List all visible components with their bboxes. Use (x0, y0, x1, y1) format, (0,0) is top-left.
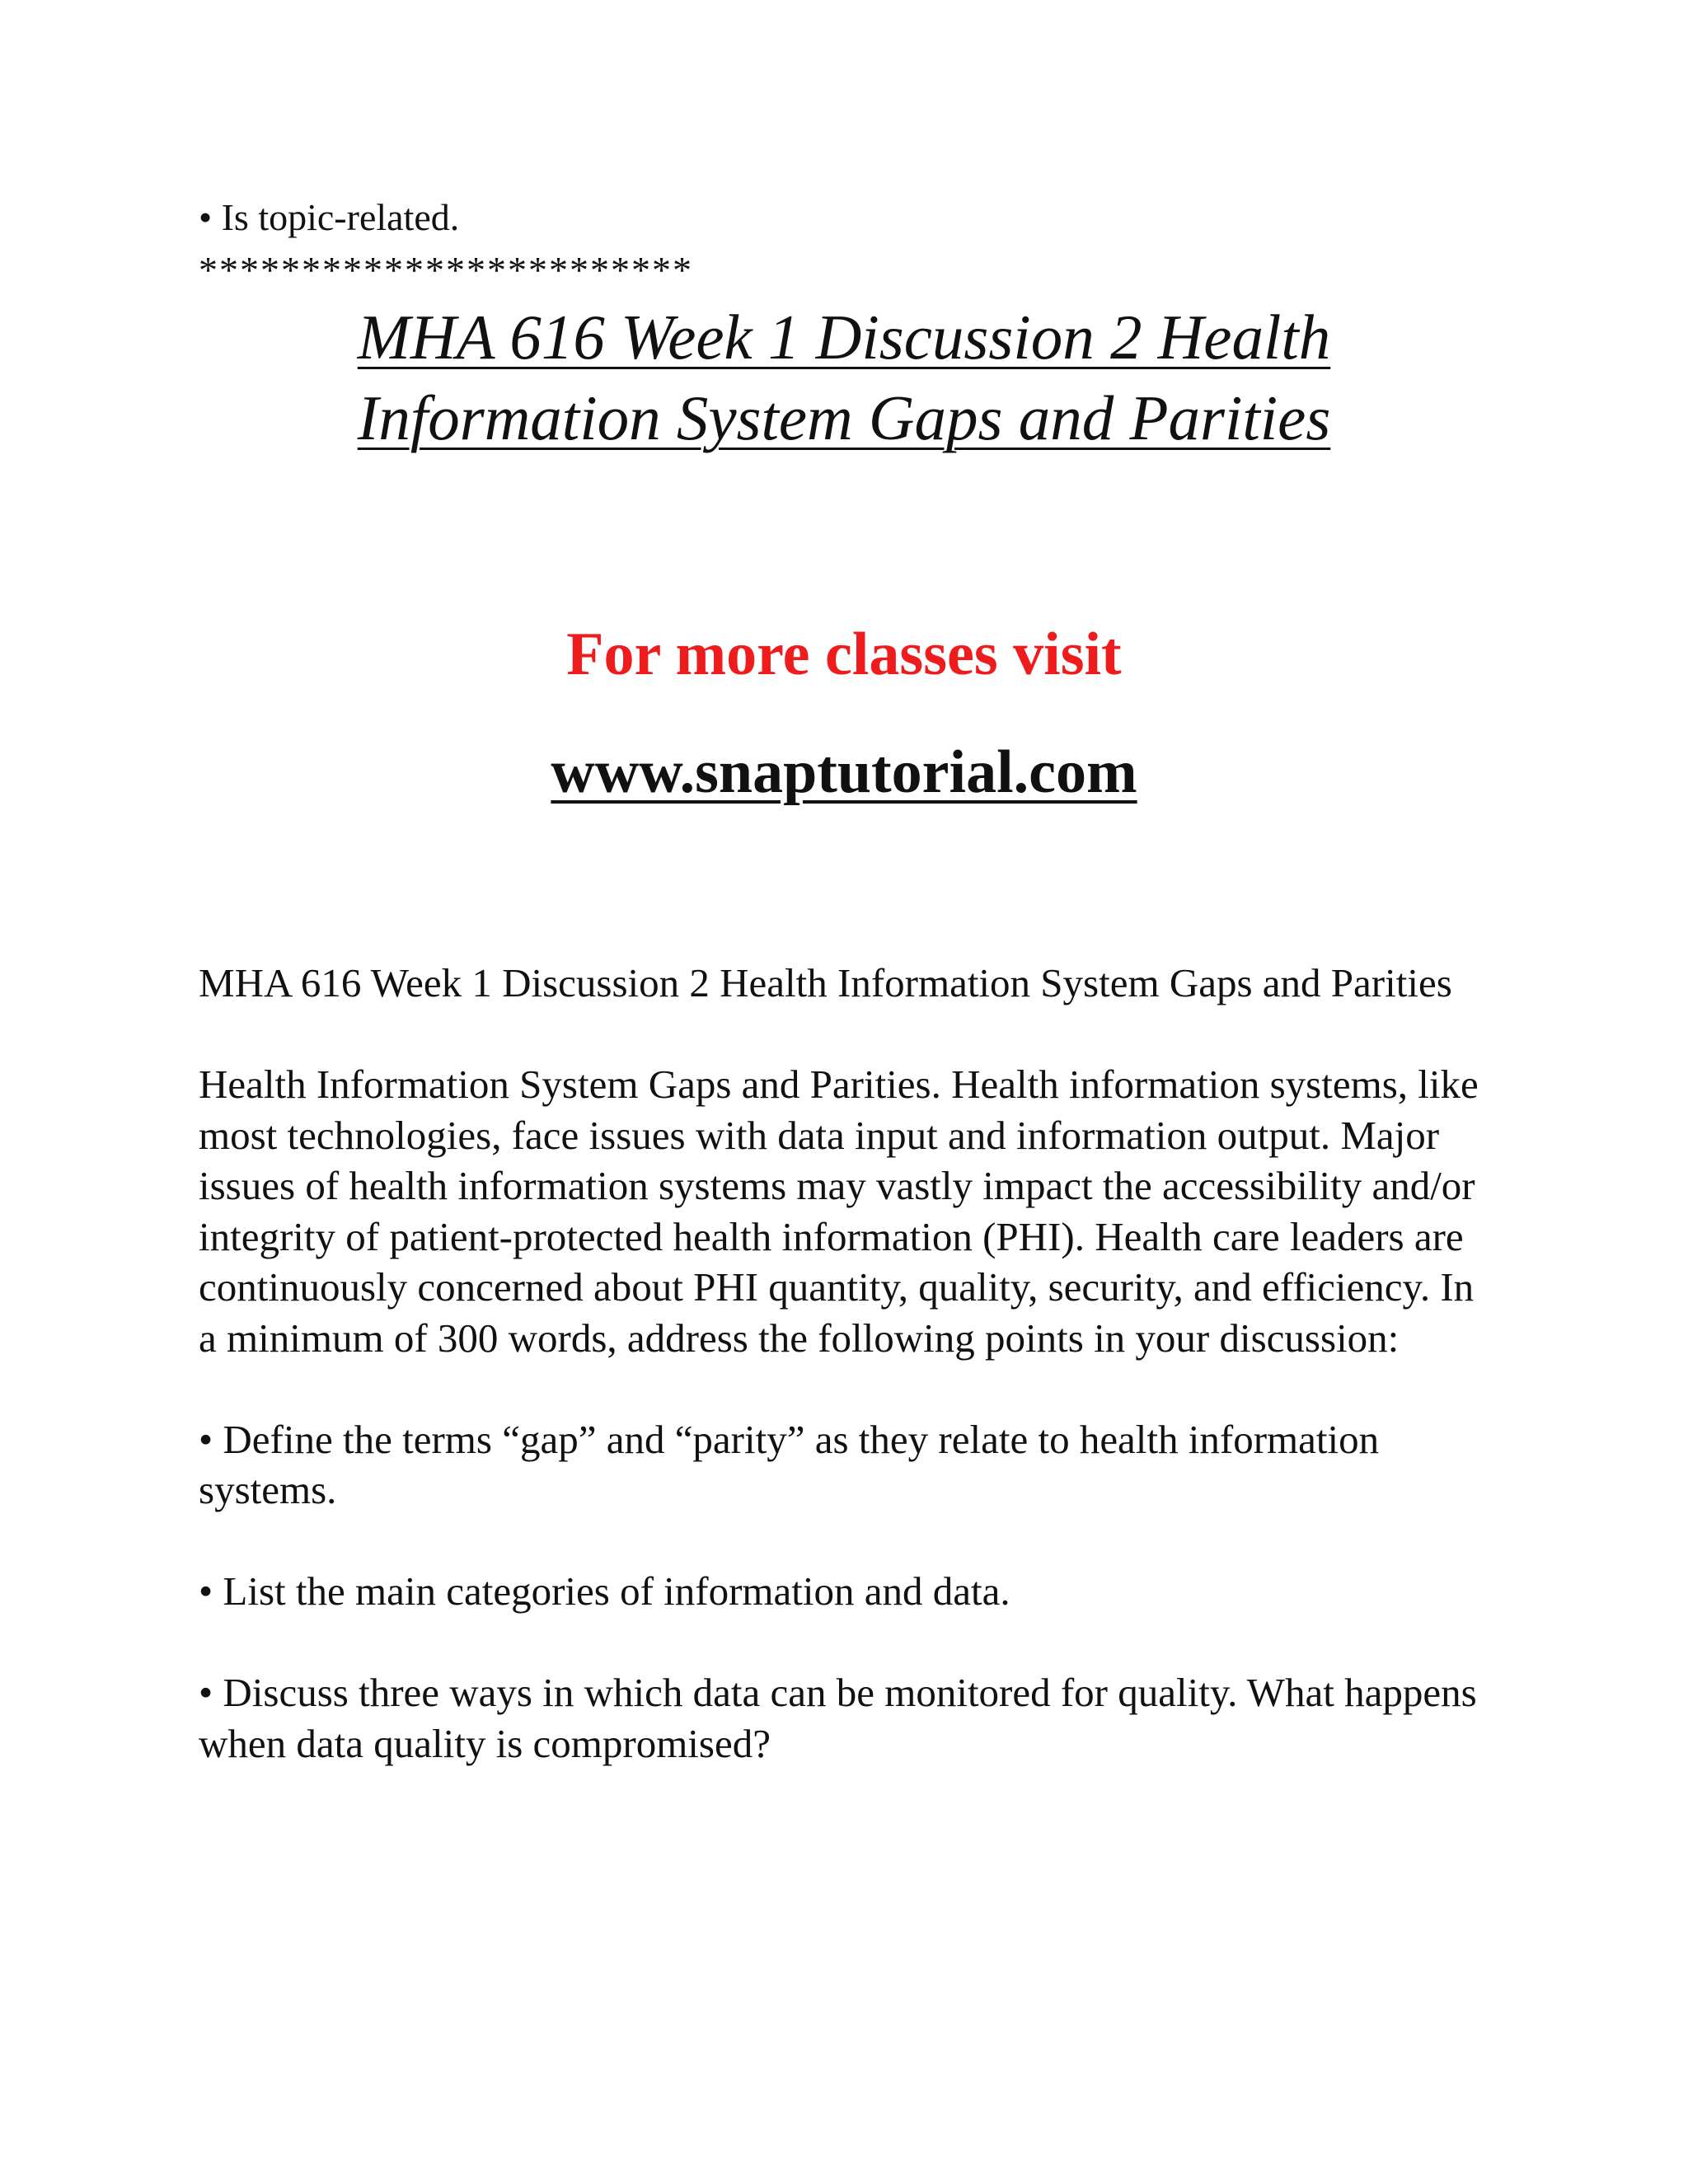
document-body (199, 958, 1501, 1769)
document-title (247, 297, 1441, 458)
promo-text: For more classes visit (566, 621, 1122, 688)
title-line-2: Information System Gaps and Parities (357, 382, 1331, 453)
bullet-data-quality: • Discuss three ways in which data can be monitored for quality. What happens when data quality is compromised? (199, 1670, 1477, 1766)
bullet-define-terms: • Define the terms “gap” and “parity” as they relate to health information systems. (199, 1416, 1380, 1512)
title-line-1: MHA 616 Week 1 Discussion 2 Health (357, 302, 1331, 373)
topic-related-bullet: • Is topic-related. (199, 196, 460, 238)
bullet-list-categories: • List the main categories of information and data. (199, 1568, 1010, 1614)
website-link[interactable]: www.snaptutorial.com (551, 738, 1137, 806)
asterisk-separator: ************************ (199, 249, 693, 291)
body-heading: MHA 616 Week 1 Discussion 2 Health Information System Gaps and Parities (199, 960, 1452, 1005)
body-intro-paragraph: Health Information System Gaps and Parities. Health information systems, like most technologies, face issues with data input and information output. Major issues of health information systems may vastly impact the accessibility and/or integrity of patient-protected health information (PHI). Health care leaders are continuously concerned about PHI quantity, quality, security, and efficiency. In a minimum of 300 words, address the following points in your discussion: (199, 1062, 1479, 1361)
